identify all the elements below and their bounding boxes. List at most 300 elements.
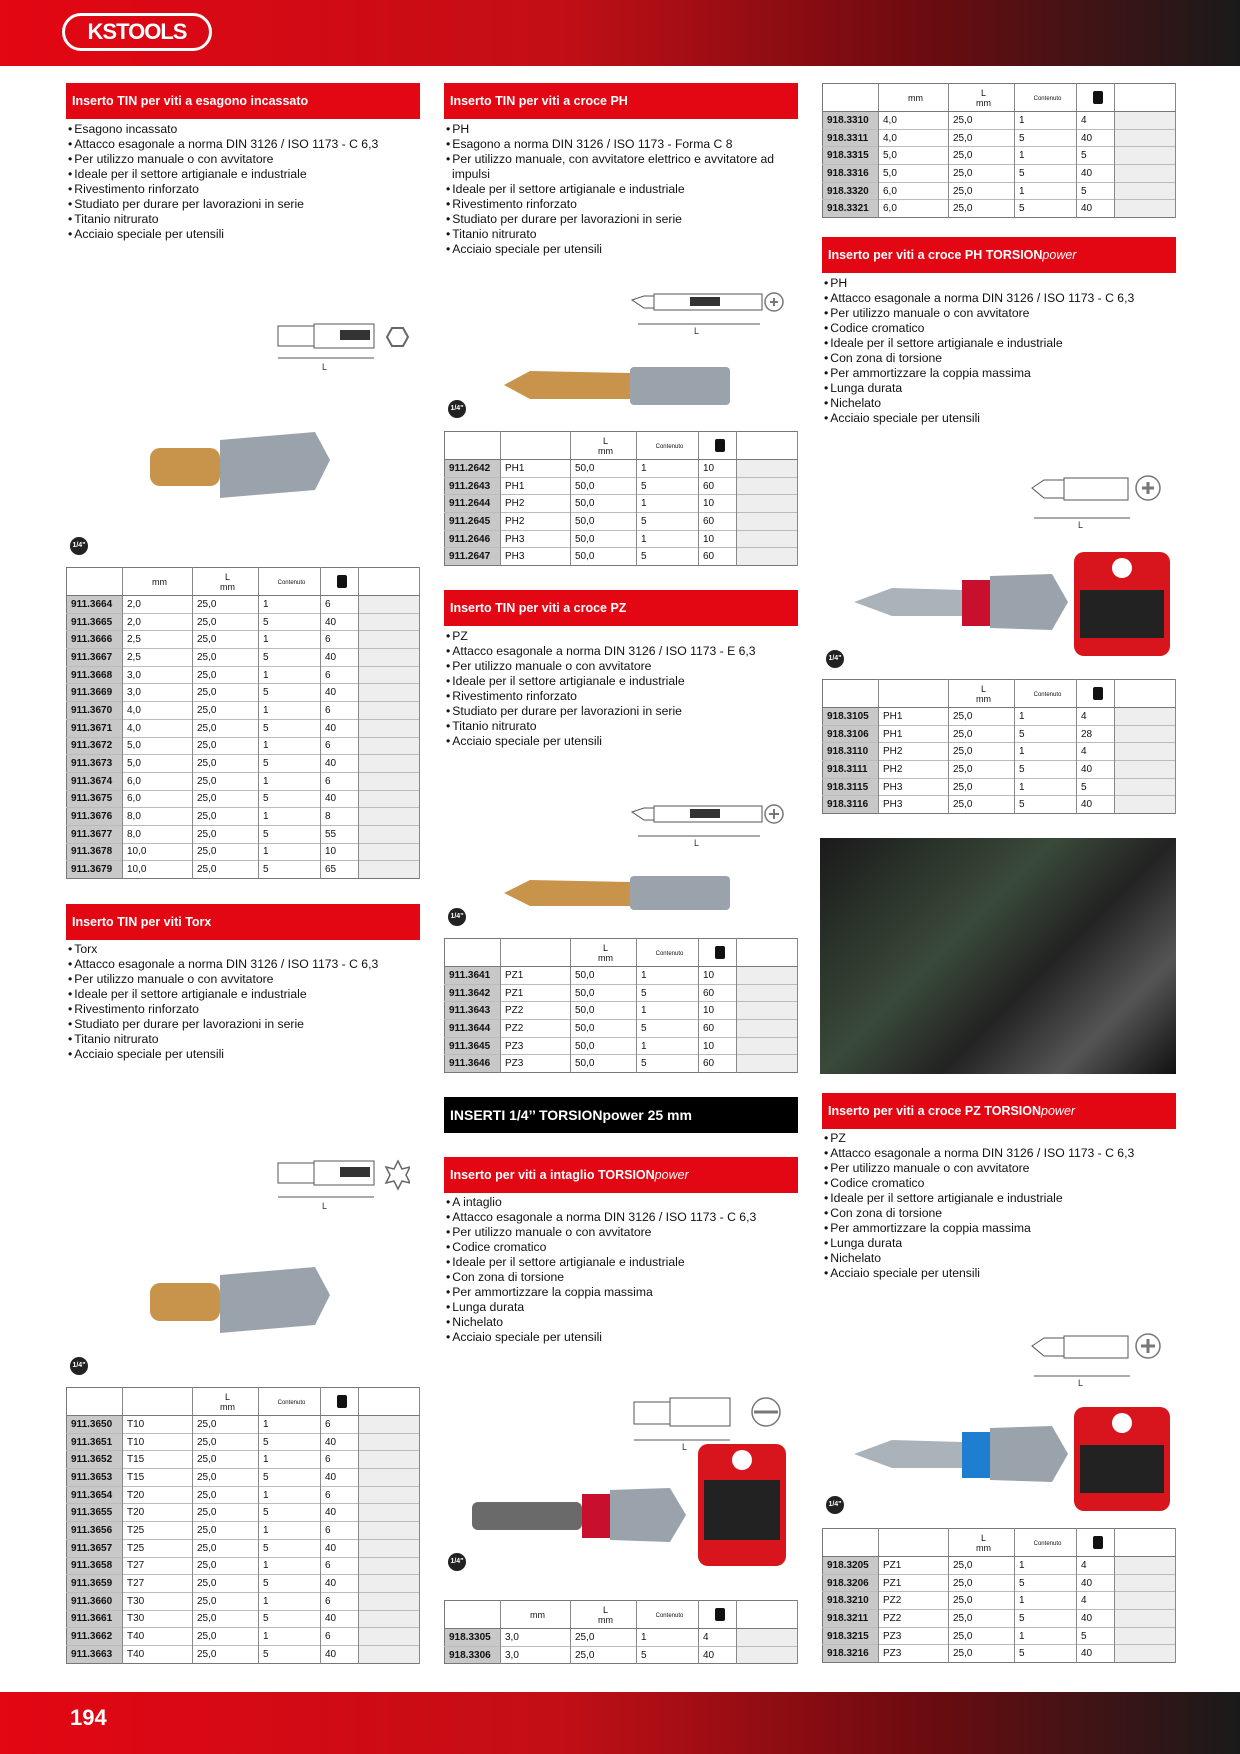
feature-item: • Attacco esagonale a norma DIN 3126 / ISO 1173 - C 6,3	[822, 1146, 1176, 1161]
feature-item: • PH	[444, 122, 798, 137]
table-row	[823, 725, 1176, 743]
table-row	[67, 1486, 420, 1504]
table-cell: 25,0	[193, 1451, 259, 1469]
table-row	[67, 1522, 420, 1540]
table-cell: 60	[699, 477, 737, 495]
table-cell: 10	[699, 460, 737, 478]
table-cell: PZ3	[879, 1645, 949, 1663]
table-cell-empty	[737, 984, 798, 1002]
feature-item: • Con zona di torsione	[822, 1206, 1176, 1221]
table-cell-empty	[737, 530, 798, 548]
article-code: 911.3643	[445, 1002, 501, 1020]
feature-item: • Per ammortizzare la coppia massima	[822, 366, 1176, 381]
table-cell: 4,0	[123, 702, 193, 720]
table-row	[445, 530, 798, 548]
article-code: 918.3310	[823, 112, 879, 130]
feature-item: • Ideale per il settore artigianale e industriale	[444, 1255, 798, 1270]
feature-item: • Ideale per il settore artigianale e industriale	[822, 1191, 1176, 1206]
table-cell: 8,0	[123, 825, 193, 843]
article-code: 911.2644	[445, 495, 501, 513]
article-code: 918.3206	[823, 1574, 879, 1592]
table-cell: PH1	[501, 460, 571, 478]
table-header-cell: mm	[123, 568, 193, 596]
table-cell: 25,0	[949, 200, 1015, 218]
table-cell-empty	[1115, 182, 1176, 200]
article-code: 911.3646	[445, 1055, 501, 1073]
table-row	[823, 708, 1176, 726]
table-cell: 6	[321, 1416, 359, 1434]
table-cell: 6	[321, 737, 359, 755]
table-cell: 6	[321, 1522, 359, 1540]
table-cell: 1	[259, 1451, 321, 1469]
package-icon	[1093, 91, 1103, 104]
table-row	[67, 666, 420, 684]
table-cell: 1	[259, 1486, 321, 1504]
table-cell: T10	[123, 1433, 193, 1451]
table-cell: 10	[699, 1037, 737, 1055]
table-cell-empty	[359, 1433, 420, 1451]
table-cell: T27	[123, 1557, 193, 1575]
article-code: 911.3673	[67, 755, 123, 773]
table-cell: 5	[1015, 1610, 1077, 1628]
table-row	[445, 460, 798, 478]
table-cell: 5,0	[123, 737, 193, 755]
table-header-cell	[67, 568, 123, 596]
table-cell: 1	[637, 1037, 699, 1055]
table-cell: 5,0	[879, 147, 949, 165]
pz-torsion-photo	[852, 1420, 1072, 1490]
table-cell-empty	[1115, 1592, 1176, 1610]
table-cell: 5	[259, 1645, 321, 1663]
table-row	[67, 843, 420, 861]
table-cell: 25,0	[193, 1486, 259, 1504]
table-header-cell	[445, 1601, 501, 1629]
table-cell: 1	[637, 460, 699, 478]
table-cell: 40	[321, 1539, 359, 1557]
table-cell: 25,0	[949, 708, 1015, 726]
table-cell: 25,0	[949, 761, 1015, 779]
table-cell: 6	[321, 772, 359, 790]
table-cell: 25,0	[193, 1575, 259, 1593]
article-code: 918.3116	[823, 796, 879, 814]
table-cell-empty	[359, 1416, 420, 1434]
svg-text:L: L	[322, 1201, 328, 1211]
table-cell: 1	[259, 808, 321, 826]
feature-item: • Codice cromatico	[822, 321, 1176, 336]
feature-item: • Acciaio speciale per utensili	[444, 1330, 798, 1345]
article-code: 911.3653	[67, 1469, 123, 1487]
table-ph-torsion	[822, 679, 1176, 814]
table-cell: 5	[1015, 761, 1077, 779]
table-hex	[66, 567, 420, 879]
table-cell: 1	[1015, 778, 1077, 796]
feature-item: • Ideale per il settore artigianale e industriale	[822, 336, 1176, 351]
article-code: 911.3660	[67, 1592, 123, 1610]
table-cell: 40	[321, 1469, 359, 1487]
table-cell-empty	[737, 495, 798, 513]
table-header-cell	[699, 939, 737, 967]
table-header-cell	[445, 939, 501, 967]
feature-item: • Acciaio speciale per utensili	[66, 1047, 420, 1062]
table-cell: T10	[123, 1416, 193, 1434]
table-cell: 25,0	[193, 861, 259, 879]
table-header-cell	[737, 939, 798, 967]
package-icon	[1093, 687, 1103, 700]
table-row	[823, 796, 1176, 814]
table-row	[67, 649, 420, 667]
table-cell: 40	[1077, 796, 1115, 814]
feature-item: • Attacco esagonale a norma DIN 3126 / ISO 1173 - C 6,3	[66, 137, 420, 152]
table-header-cell: Contenuto	[259, 1388, 321, 1416]
table-cell-empty	[1115, 725, 1176, 743]
table-cell: 25,0	[193, 1628, 259, 1646]
table-cell: 65	[321, 861, 359, 879]
table-row	[823, 743, 1176, 761]
table-cell: 5	[637, 477, 699, 495]
table-cell: 5	[259, 1469, 321, 1487]
badge-quarter-hex: 1/4"	[70, 537, 88, 555]
table-cell: 4	[699, 1629, 737, 1647]
table-cell: 5	[637, 1055, 699, 1073]
article-code: 911.3656	[67, 1522, 123, 1540]
table-cell: 5	[1015, 165, 1077, 183]
feature-item: • Esagono incassato	[66, 122, 420, 137]
table-cell: 40	[321, 684, 359, 702]
table-cell-empty	[1115, 1610, 1176, 1628]
feature-item: • Per utilizzo manuale o con avvitatore	[444, 1225, 798, 1240]
table-row	[445, 967, 798, 985]
table-cell: PH1	[879, 725, 949, 743]
table-row	[823, 778, 1176, 796]
table-cell: 6	[321, 702, 359, 720]
table-cell: 50,0	[571, 967, 637, 985]
table-cell: 10	[321, 843, 359, 861]
article-code: 911.2642	[445, 460, 501, 478]
table-cell: PH2	[501, 513, 571, 531]
table-row	[67, 1539, 420, 1557]
feature-item: • Ideale per il settore artigianale e industriale	[66, 987, 420, 1002]
table-row	[445, 477, 798, 495]
table-cell: 25,0	[949, 743, 1015, 761]
table-cell-empty	[1115, 1645, 1176, 1663]
table-row	[67, 808, 420, 826]
table-torx	[66, 1387, 420, 1664]
table-cell: 25,0	[949, 778, 1015, 796]
table-cell: 6	[321, 666, 359, 684]
table-cell: 50,0	[571, 1037, 637, 1055]
feature-item: • Acciaio speciale per utensili	[444, 734, 798, 749]
table-header-cell	[879, 680, 949, 708]
table-cell: 1	[637, 1629, 699, 1647]
table-row	[67, 755, 420, 773]
table-cell-empty	[359, 1628, 420, 1646]
table-cell: 25,0	[949, 1645, 1015, 1663]
table-header-cell	[699, 432, 737, 460]
table-cell: 40	[321, 1504, 359, 1522]
article-code: 918.3216	[823, 1645, 879, 1663]
table-cell: 50,0	[571, 1002, 637, 1020]
table-header-cell: L mm	[949, 84, 1015, 112]
table-cell: 2,5	[123, 649, 193, 667]
article-code: 918.3106	[823, 725, 879, 743]
table-cell: 25,0	[193, 1539, 259, 1557]
table-cell-empty	[359, 1522, 420, 1540]
table-cell: 25,0	[193, 755, 259, 773]
feature-item: • Nichelato	[822, 396, 1176, 411]
article-code: 911.3644	[445, 1020, 501, 1038]
table-row	[67, 1592, 420, 1610]
table-row	[67, 631, 420, 649]
table-cell: PZ2	[501, 1020, 571, 1038]
package-icon	[1093, 1536, 1103, 1549]
table-cell: 40	[321, 1610, 359, 1628]
article-code: 918.3215	[823, 1627, 879, 1645]
table-cell: T20	[123, 1486, 193, 1504]
article-code: 911.3657	[67, 1539, 123, 1557]
table-cell: 55	[321, 825, 359, 843]
table-cell: 6	[321, 1592, 359, 1610]
table-cell: 1	[259, 1557, 321, 1575]
feature-item: • Attacco esagonale a norma DIN 3126 / ISO 1173 - E 6,3	[444, 644, 798, 659]
package-icon	[715, 946, 725, 959]
feature-item: • Acciaio speciale per utensili	[66, 227, 420, 242]
feature-item: • Ideale per il settore artigianale e industriale	[66, 167, 420, 182]
table-cell: PZ3	[879, 1627, 949, 1645]
table-cell: 4,0	[879, 112, 949, 130]
table-header-cell: mm	[501, 1601, 571, 1629]
table-row	[67, 1645, 420, 1663]
svg-text:L: L	[682, 1442, 688, 1452]
table-cell: T15	[123, 1469, 193, 1487]
table-cell: 6,0	[123, 772, 193, 790]
table-cell: 5	[259, 649, 321, 667]
page-number: 194	[70, 1705, 107, 1730]
feature-item: • Esagono a norma DIN 3126 / ISO 1173 - Forma C 8	[444, 137, 798, 152]
table-header-cell	[67, 1388, 123, 1416]
table-cell-empty	[359, 1610, 420, 1628]
table-cell: 5	[259, 719, 321, 737]
feature-list-torx	[66, 942, 420, 1062]
article-code: 911.3672	[67, 737, 123, 755]
table-cell: PH1	[501, 477, 571, 495]
feature-list-pz	[444, 629, 798, 749]
table-cell-empty	[359, 666, 420, 684]
article-code: 911.3669	[67, 684, 123, 702]
table-cell: 40	[321, 719, 359, 737]
article-code: 918.3320	[823, 182, 879, 200]
table-cell: 25,0	[193, 1469, 259, 1487]
table-cell: 5	[637, 548, 699, 566]
svg-text:L: L	[1078, 520, 1084, 530]
table-cell: 50,0	[571, 984, 637, 1002]
section-title-hex: Inserto TIN per viti a esagono incassato	[66, 83, 420, 119]
article-code: 911.3670	[67, 702, 123, 720]
table-cell: T15	[123, 1451, 193, 1469]
table-cell-empty	[359, 1486, 420, 1504]
table-row	[67, 737, 420, 755]
table-cell: 25,0	[193, 1522, 259, 1540]
table-cell: 5	[1015, 1574, 1077, 1592]
table-cell: 40	[321, 1433, 359, 1451]
table-cell: 5	[259, 613, 321, 631]
article-code: 918.3306	[445, 1646, 501, 1664]
table-row	[67, 1575, 420, 1593]
table-cell-empty	[359, 631, 420, 649]
table-row	[445, 1629, 798, 1647]
table-cell: 1	[259, 843, 321, 861]
table-row	[445, 1037, 798, 1055]
table-cell: 25,0	[949, 1557, 1015, 1575]
table-cell: 8	[321, 808, 359, 826]
table-cell: 25,0	[193, 737, 259, 755]
hex-bit-photo	[140, 420, 340, 520]
table-row	[823, 182, 1176, 200]
article-code: 911.3654	[67, 1486, 123, 1504]
ph-bit-drawing	[630, 288, 790, 336]
feature-item: • Acciaio speciale per utensili	[822, 1266, 1176, 1281]
table-cell: 50,0	[571, 548, 637, 566]
table-cell: 1	[637, 967, 699, 985]
table-cell: 5	[259, 1433, 321, 1451]
table-header-cell	[823, 84, 879, 112]
ph-torsion-package	[1072, 550, 1172, 660]
table-row	[445, 513, 798, 531]
feature-item: • Nichelato	[822, 1251, 1176, 1266]
table-cell: 25,0	[571, 1629, 637, 1647]
table-cell: 25,0	[193, 808, 259, 826]
table-cell-empty	[737, 460, 798, 478]
table-cell: 25,0	[193, 1433, 259, 1451]
feature-item: • Acciaio speciale per utensili	[822, 411, 1176, 426]
feature-item: • Titanio nitrurato	[66, 1032, 420, 1047]
article-code: 911.3668	[67, 666, 123, 684]
table-row	[67, 684, 420, 702]
table-cell: 10	[699, 495, 737, 513]
table-cell: 6	[321, 1557, 359, 1575]
table-row	[823, 1557, 1176, 1575]
table-header-cell	[359, 568, 420, 596]
table-cell: 4,0	[123, 719, 193, 737]
table-row	[445, 1055, 798, 1073]
table-cell: 5	[259, 861, 321, 879]
table-cell: 50,0	[571, 460, 637, 478]
pz-torsion-drawing	[1030, 1330, 1170, 1390]
table-cell: 1	[1015, 708, 1077, 726]
table-cell: 2,0	[123, 596, 193, 614]
table-cell: 25,0	[949, 725, 1015, 743]
table-row	[823, 200, 1176, 218]
feature-item: • Codice cromatico	[822, 1176, 1176, 1191]
table-cell: 5,0	[123, 755, 193, 773]
table-cell: 40	[321, 1575, 359, 1593]
section-title-torx: Inserto TIN per viti Torx	[66, 904, 420, 940]
table-cell: 4	[1077, 1557, 1115, 1575]
table-cell: 5	[637, 513, 699, 531]
section-title-pz-torsion: Inserto per viti a croce PZ TORSIONpower	[822, 1093, 1176, 1129]
table-cell: 25,0	[949, 182, 1015, 200]
feature-item: • Per utilizzo manuale o con avvitatore	[66, 972, 420, 987]
table-header-cell: L mm	[571, 432, 637, 460]
table-cell: 25,0	[193, 1592, 259, 1610]
feature-item: • Con zona di torsione	[444, 1270, 798, 1285]
table-header-cell	[321, 1388, 359, 1416]
badge-quarter-torx: 1/4"	[70, 1357, 88, 1375]
table-row	[67, 596, 420, 614]
article-code: 918.3305	[445, 1629, 501, 1647]
table-cell: 25,0	[193, 1504, 259, 1522]
article-code: 911.3677	[67, 825, 123, 843]
feature-list-hex	[66, 122, 420, 242]
feature-item: • Acciaio speciale per utensili	[444, 242, 798, 257]
table-cell-empty	[1115, 165, 1176, 183]
article-code: 918.3205	[823, 1557, 879, 1575]
table-cell: 60	[699, 548, 737, 566]
table-row	[67, 1628, 420, 1646]
table-cell: 5	[637, 984, 699, 1002]
table-cell-empty	[1115, 1627, 1176, 1645]
article-code: 911.3652	[67, 1451, 123, 1469]
table-cell: 25,0	[949, 147, 1015, 165]
table-cell: 25,0	[193, 772, 259, 790]
torx-bit-drawing	[270, 1155, 410, 1213]
table-cell: 60	[699, 1020, 737, 1038]
table-cell-empty	[737, 1629, 798, 1647]
table-cell: 1	[637, 530, 699, 548]
table-cell: 1	[259, 1522, 321, 1540]
feature-item: • Per utilizzo manuale o con avvitatore	[444, 659, 798, 674]
table-cell: 10,0	[123, 861, 193, 879]
pz-bit-photo	[500, 868, 740, 918]
article-code: 911.3667	[67, 649, 123, 667]
table-cell: 40	[321, 790, 359, 808]
table-cell: 4	[1077, 743, 1115, 761]
table-cell: 5	[1015, 129, 1077, 147]
table-cell: 50,0	[571, 1055, 637, 1073]
table-cell: 25,0	[949, 1574, 1015, 1592]
feature-item: • Per ammortizzare la coppia massima	[444, 1285, 798, 1300]
table-cell-empty	[359, 719, 420, 737]
table-cell: 1	[259, 631, 321, 649]
table-cell: PH1	[879, 708, 949, 726]
table-row	[67, 719, 420, 737]
article-code: 911.3642	[445, 984, 501, 1002]
banner-torsionpower: INSERTI 1/4’’ TORSIONpower 25 mm	[444, 1097, 798, 1133]
feature-list-ph	[444, 122, 798, 257]
table-header-cell	[1077, 680, 1115, 708]
article-code: 911.3659	[67, 1575, 123, 1593]
table-cell: 3,0	[123, 684, 193, 702]
ph-torsion-photo	[852, 568, 1072, 638]
table-cell: 2,0	[123, 613, 193, 631]
article-code: 911.3661	[67, 1610, 123, 1628]
feature-list-ph-torsion	[822, 276, 1176, 426]
table-cell: 5	[1015, 1645, 1077, 1663]
article-code: 911.3663	[67, 1645, 123, 1663]
table-header-cell	[1115, 1529, 1176, 1557]
table-cell: PH2	[879, 743, 949, 761]
table-cell: 40	[321, 1645, 359, 1663]
feature-item: • Per utilizzo manuale o con avvitatore	[822, 306, 1176, 321]
feature-item: • Lunga durata	[822, 381, 1176, 396]
table-header-cell: Contenuto	[1015, 680, 1077, 708]
badge-quarter-slot: 1/4"	[448, 1553, 466, 1571]
table-row	[823, 1592, 1176, 1610]
table-cell: 5	[259, 755, 321, 773]
table-cell: T20	[123, 1504, 193, 1522]
table-cell: 40	[321, 613, 359, 631]
table-cell-empty	[359, 596, 420, 614]
table-cell: 40	[321, 649, 359, 667]
